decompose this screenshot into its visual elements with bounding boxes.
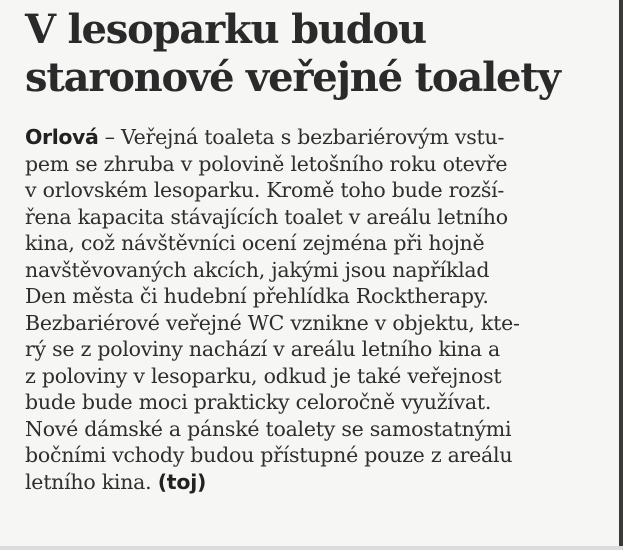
article-line-9: rý se z poloviny nachází v areálu letního kina a (25, 337, 501, 361)
headline-line-2: staronové veřejné toalety (25, 54, 560, 101)
article-line-14 (25, 469, 595, 496)
article-line-1-text: – Veřejná toaleta s bezbariérovým vstu- (98, 125, 505, 149)
article-line-1 (25, 124, 595, 151)
article-location: Orlová (25, 125, 99, 149)
article-line-11: bude bude moci prakticky celoročně využívat. (25, 390, 492, 414)
article-line-5: kina, což návštěvníci ocení zejména při hojně (25, 231, 485, 255)
scan-edge-shadow (619, 0, 623, 550)
article-line-14-text: letního kina. (25, 469, 158, 494)
article-line-4: řena kapacita stávajících toalet v areálu letního (25, 204, 508, 229)
article-line-8: Bezbariérové veřejné WC vznikne v objektu, kte- (25, 310, 520, 335)
article-line-12: Nové dámské a pánské toalety se samostatnými (25, 416, 512, 441)
article-body (25, 124, 595, 495)
scan-bottom-edge (0, 546, 623, 550)
article-line-10: z poloviny v lesoparku, odkud je také veřejnost (25, 363, 502, 388)
article-line-2: pem se zhruba v polovině letošního roku otevře (25, 151, 508, 176)
article-author: (toj) (157, 469, 207, 494)
headline-line-1: V lesoparku budou (25, 6, 426, 53)
article-line-3: v orlovském lesoparku. Kromě toho bude rozší- (25, 178, 505, 202)
article-line-7: Den města či hudební přehlídka Rocktherapy. (25, 284, 489, 308)
headline (25, 6, 560, 102)
article-line-13: bočními vchody budou přístupné pouze z areálu (25, 443, 513, 467)
article-line-6: navštěvovaných akcích, jakými jsou například (25, 257, 490, 282)
